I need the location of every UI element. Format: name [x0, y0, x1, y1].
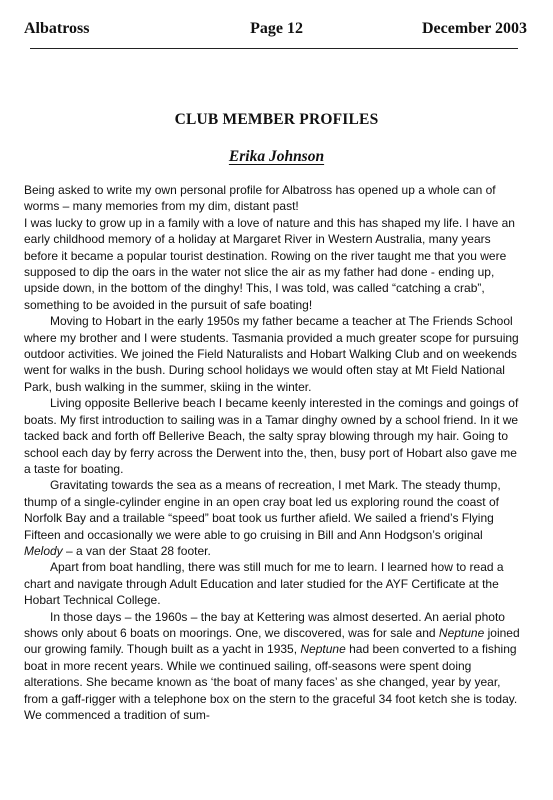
- article-paragraph: [24, 477, 524, 559]
- page-header: [24, 20, 529, 42]
- boat-name: Neptune: [438, 625, 485, 640]
- paragraph-text: I was lucky to grow up in a family with a love of nature and this has shaped my life. I have an early childhood memory of a holiday at Margaret River in Western Australia, many years before it became a popular tourist destination. Rowing on the river taught me that you were supposed to dip the oars in the water not slice the air as my father had done - ending up, upside down, in the bottom of the dinghy! This, I was told, was called “catching a crab”, something to be avoided in the pursuit of safe boating!: [24, 215, 515, 312]
- article-paragraph: [24, 182, 524, 215]
- article-paragraph: [24, 395, 524, 477]
- paragraph-text: joined our growing family. Though built as a yacht in 1935,: [24, 625, 520, 657]
- issue-date: December 2003: [422, 20, 527, 37]
- paragraph-text: In those days – the 1960s – the bay at Kettering was almost deserted. An aerial photo shows only about 6 boats on moorings. One, we discovered, was for sale and: [24, 609, 505, 640]
- article-paragraph: [24, 609, 524, 724]
- boat-name: Melody: [24, 543, 63, 558]
- paragraph-text: Being asked to write my own personal profile for Albatross has opened up a whole can of worms – many memories from my dim, distant past!: [24, 183, 496, 214]
- article-paragraph: [24, 559, 524, 608]
- paragraph-text: Living opposite Bellerive beach I became keenly interested in the comings and goings of boats. My first introduction to sailing was in a Tamar dinghy owned by a school friend. In it we tacked back and forth off Bellerive Beach, the salty spray blowing through my hair. Going to school each day by ferry across the Derwent into the, then, busy port of Hobart also gave me a taste for boating.: [24, 396, 519, 476]
- section-title: CLUB MEMBER PROFILES: [174, 111, 379, 128]
- article-paragraph: [24, 215, 524, 313]
- page-number: Page 12: [250, 20, 303, 37]
- paragraph-text: – a van der Staat 28 footer.: [62, 543, 211, 558]
- publication-name: Albatross: [24, 20, 90, 37]
- paragraph-text: Moving to Hobart in the early 1950s my father became a teacher at The Friends School where my brother and I were students. Tasmania provided a much greater scope for pursuing outdoor activities. We joined the Field Naturalists and Hobart Walking Club and on weekends went for walks in the bush. During school holidays we would often stay at Mt Field National Park, bush walking in the summer, skiing in the winter.: [24, 314, 519, 394]
- header-divider: [30, 48, 518, 49]
- paragraph-text: Apart from boat handling, there was still much for me to learn. I learned how to read a chart and navigate through Adult Education and later studied for the AYF Certificate at the Hobart Technical College.: [24, 560, 504, 608]
- author-name: Erika Johnson: [228, 148, 325, 165]
- article-body: [24, 182, 524, 723]
- boat-name: Neptune: [300, 642, 346, 657]
- paragraph-text: Gravitating towards the sea as a means of recreation, I met Mark. The steady thump, thump of a single-cylinder engine in an open cray boat led us exploring round the coast of Norfolk Bay and a trailable “speed” boat took us further afield. We sailed a friend’s Flying Fifteen and occasionally we were able to go cruising in Bill and Ann Hodgson’s original: [24, 478, 501, 542]
- article-paragraph: [24, 313, 524, 395]
- paragraph-text: had been converted to a fishing boat in more recent years. While we continued sailing, off-seasons were spent doing alterations. She became known as ‘the boat of many faces’ as she changed, year by year, from a gaff-rigger with a telephone box on the stern to the graceful 34 foot ketch she is today. We commenced a tradition of sum-: [24, 642, 518, 722]
